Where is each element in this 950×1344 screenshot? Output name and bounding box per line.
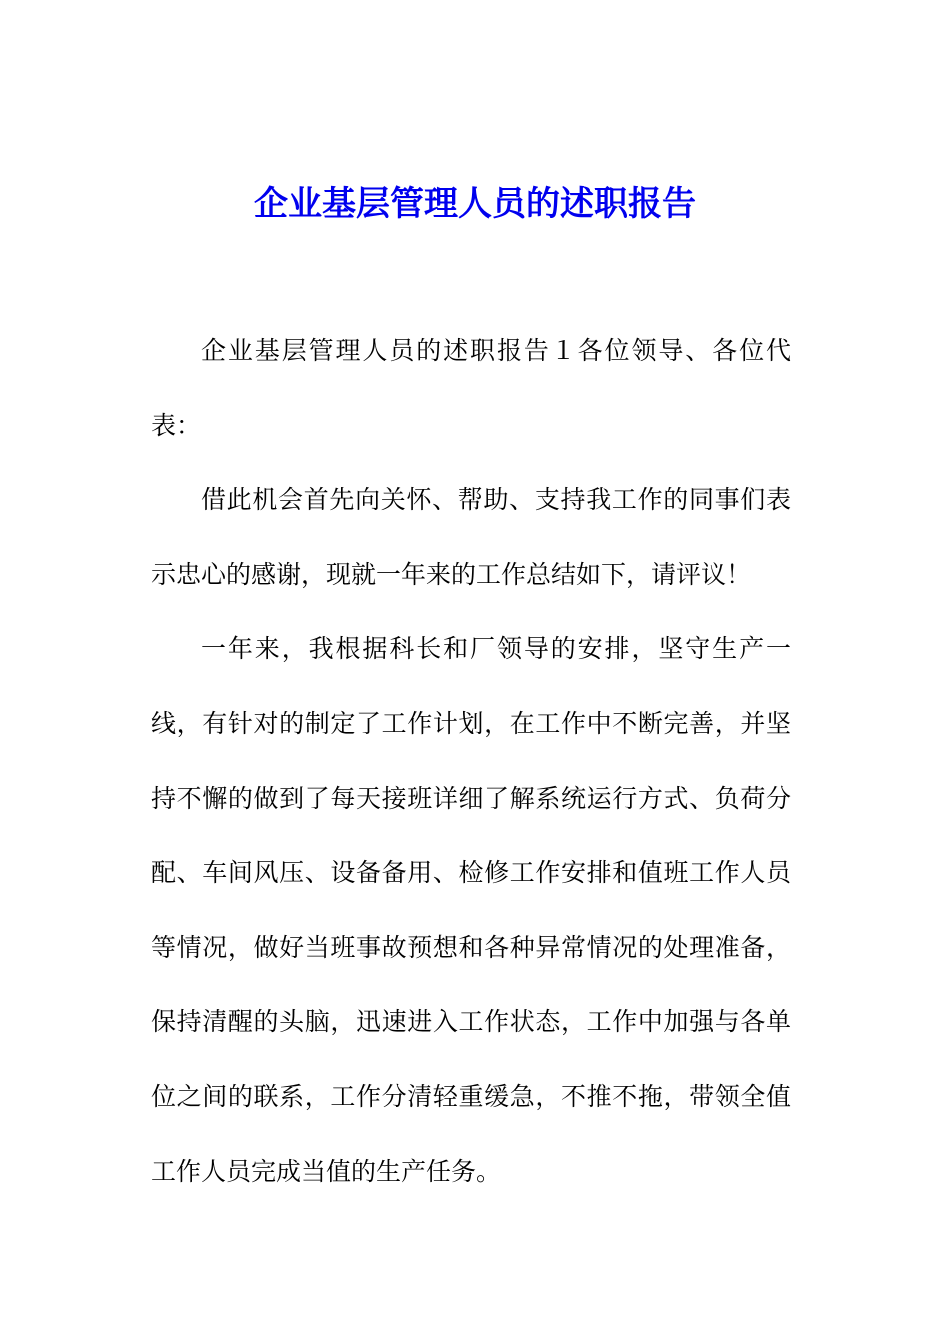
paragraph-thanks: 借此机会首先向关怀、帮助、支持我工作的同事们表示忠心的感谢，现就一年来的工作总结如下，请评议！ xyxy=(151,485,791,589)
paragraph-work-summary: 一年来，我根据科长和厂领导的安排，坚守生产一线，有针对的制定了工作计划，在工作中不断完善，并坚持不懈的做到了每天接班详细了解系统运行方式、负荷分配、车间风压、设备备用、检修工作安排和值班工作人员等情况，做好当班事故预想和各种异常情况的处理准备，保持清醒的头脑，迅速进入工作状态，工作中加强与各单位之间的联系，工作分清轻重缓急，不推不拖，带领全值工作人员完成当值的生产任务。 xyxy=(151,634,791,1186)
document-body xyxy=(151,314,791,1209)
document-title: 企业基层管理人员的述职报告 xyxy=(254,184,696,224)
paragraph-greeting: 企业基层管理人员的述职报告１各位领导、各位代表： xyxy=(151,336,791,440)
